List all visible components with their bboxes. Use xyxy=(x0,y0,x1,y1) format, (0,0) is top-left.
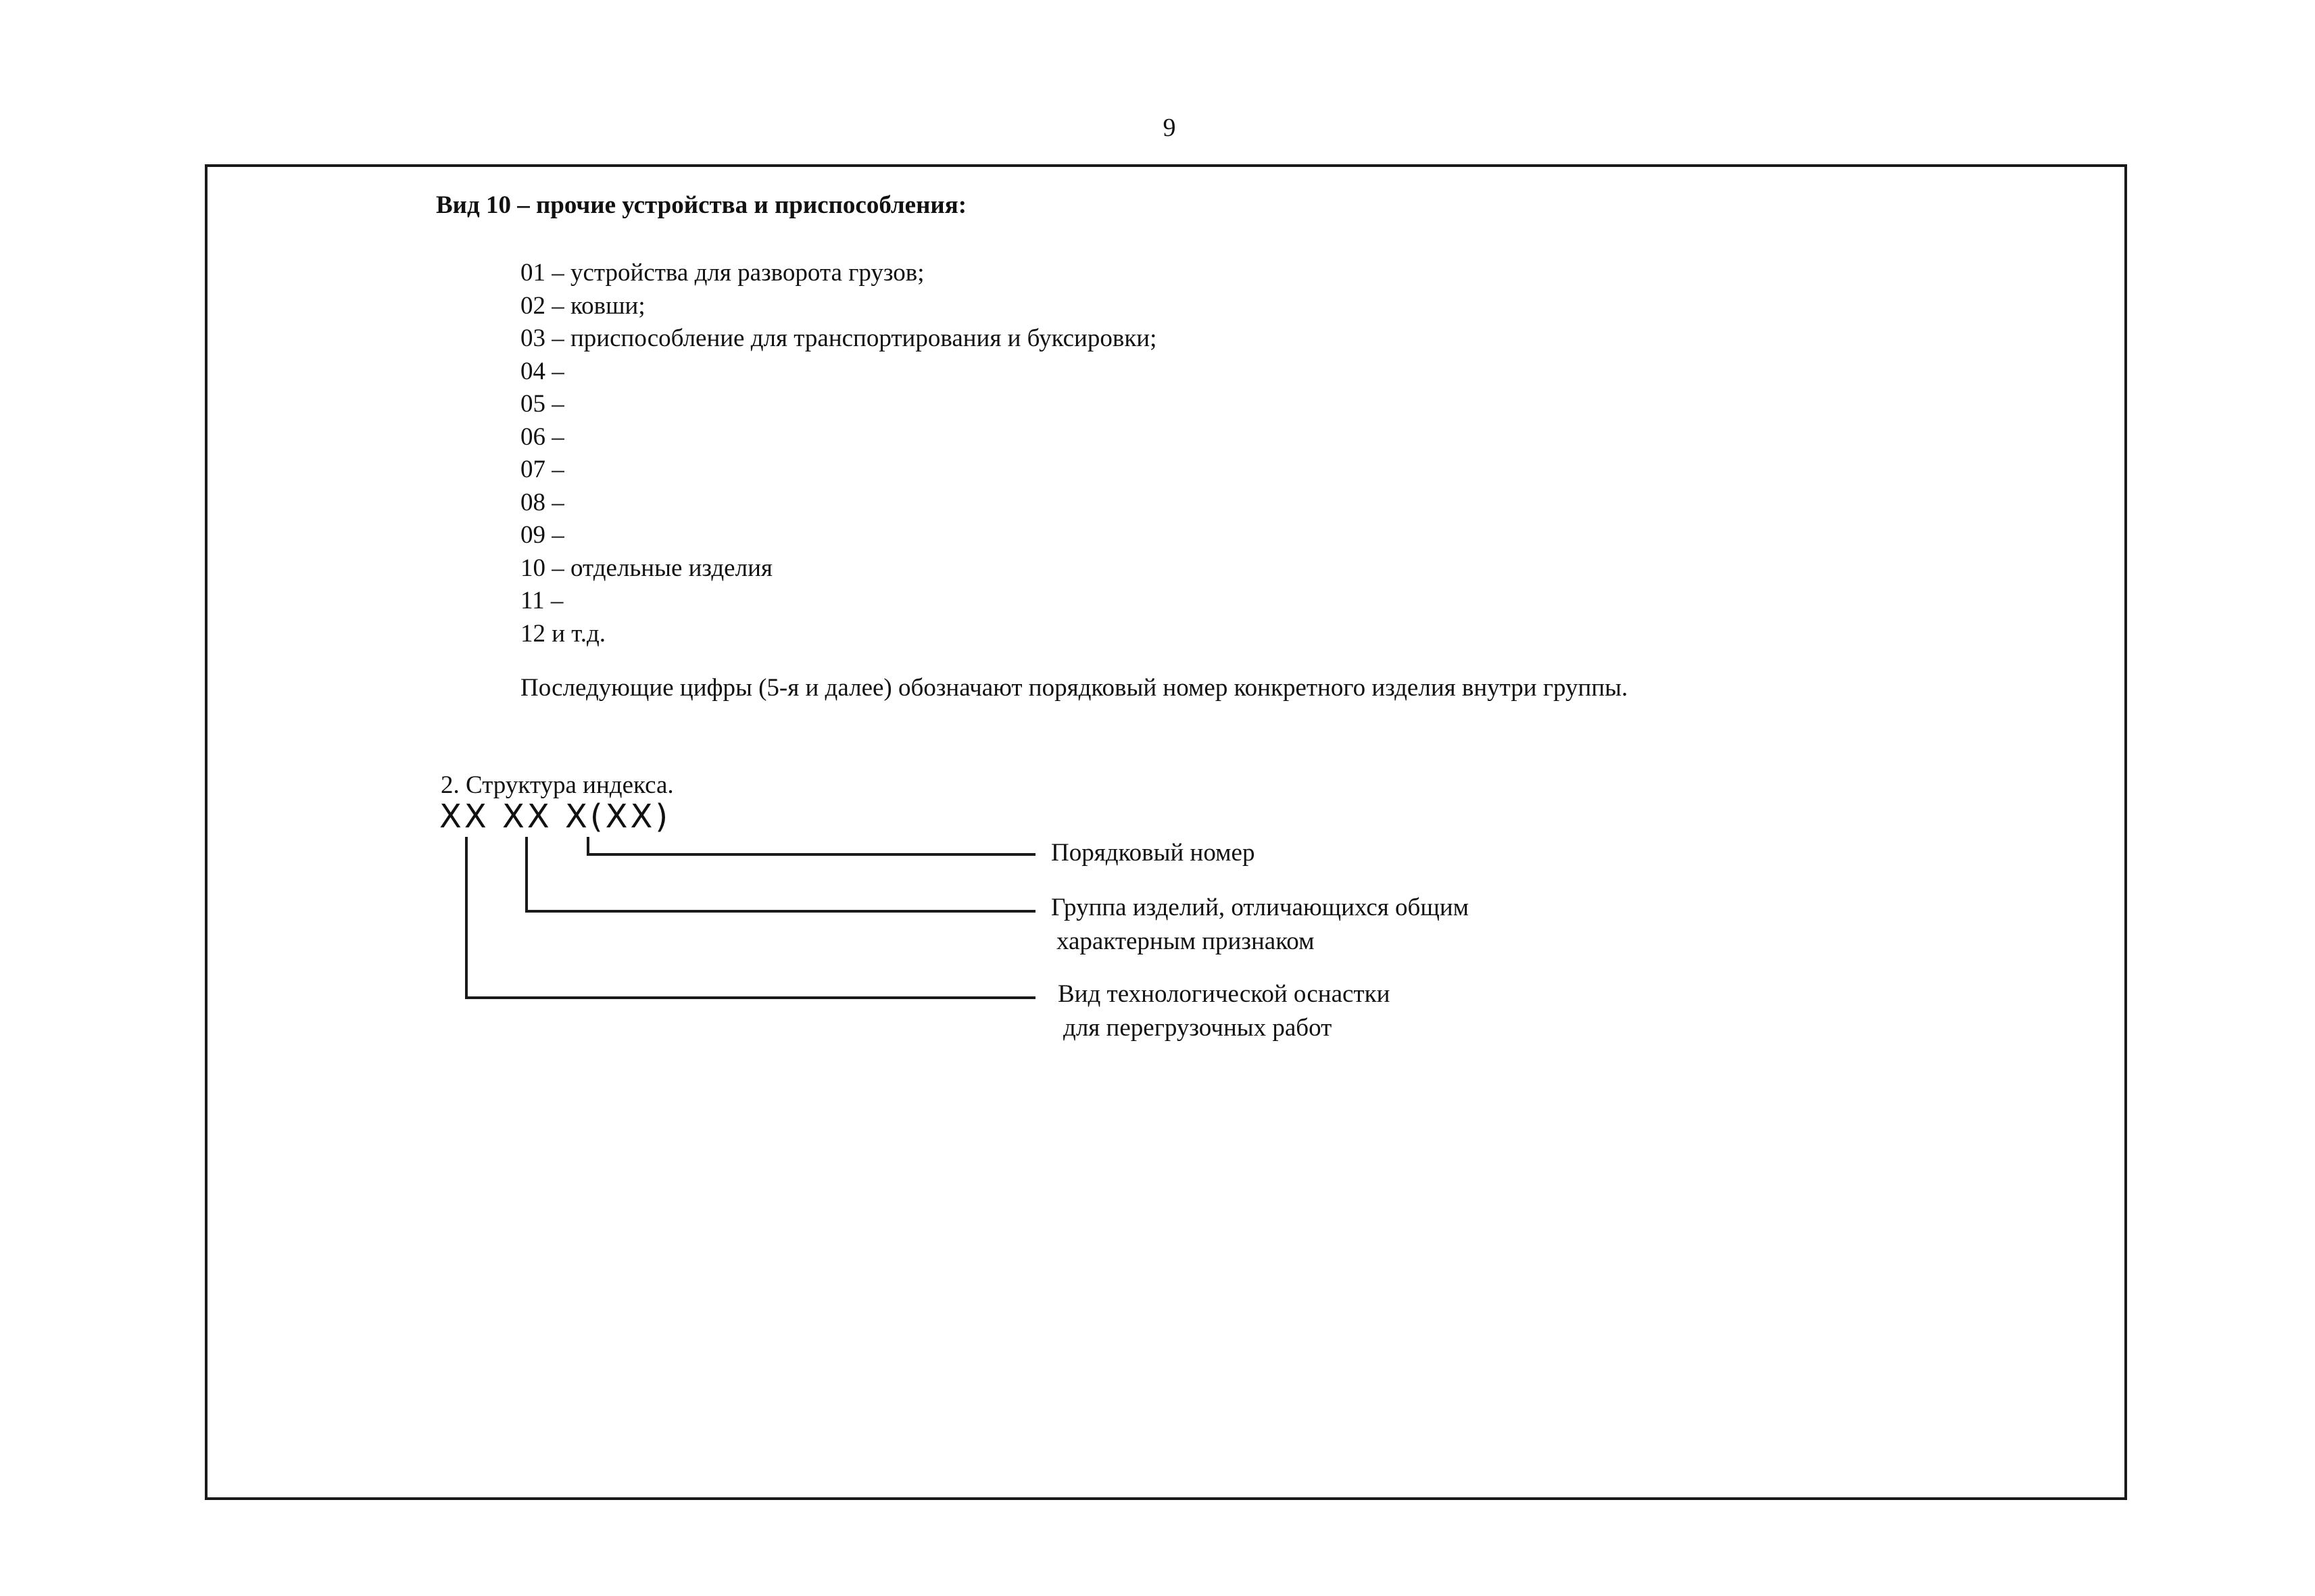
list-item: 04 – xyxy=(520,357,564,385)
list-item: 08 – xyxy=(520,488,564,516)
list-item: 03 – приспособление для транспортирования и буксировки; xyxy=(520,324,1157,352)
list-item: 01 – устройства для разворота грузов; xyxy=(520,259,925,287)
group-label-line2: характерным признаком xyxy=(1056,927,1315,955)
list-item: 07 – xyxy=(520,456,564,483)
group-connector-vertical xyxy=(525,837,528,913)
list-item: 09 – xyxy=(520,521,564,549)
index-code: XX XX X(XX) xyxy=(439,798,671,836)
list-item: 02 – ковши; xyxy=(520,291,645,320)
list-item: 12 и т.д. xyxy=(520,619,606,648)
description-paragraph: Последующие цифры (5-я и далее) обозначают порядковый номер конкретного изделия внутри группы. xyxy=(520,674,1628,702)
type-label-line1: Вид технологической оснастки xyxy=(1058,980,1390,1008)
group-connector-horizontal xyxy=(525,910,1035,913)
list-item: 05 – xyxy=(520,390,564,418)
list-item: 06 – xyxy=(520,422,564,451)
type-label-line2: для перегрузочных работ xyxy=(1063,1014,1332,1042)
list-item: 10 – отдельные изделия xyxy=(520,554,773,582)
page-number: 9 xyxy=(1163,114,1176,142)
type-connector-vertical xyxy=(465,837,468,999)
serial-connector-horizontal xyxy=(587,853,1035,856)
list-item: 11 – xyxy=(520,587,564,614)
category-list xyxy=(520,257,1156,650)
type-connector-horizontal xyxy=(465,996,1035,999)
structure-title: 2. Структура индекса. xyxy=(441,771,674,799)
serial-number-label: Порядковый номер xyxy=(1051,839,1255,867)
section-heading: Вид 10 – прочие устройства и приспособления: xyxy=(436,191,967,219)
group-label-line1: Группа изделий, отличающихся общим xyxy=(1051,894,1469,921)
